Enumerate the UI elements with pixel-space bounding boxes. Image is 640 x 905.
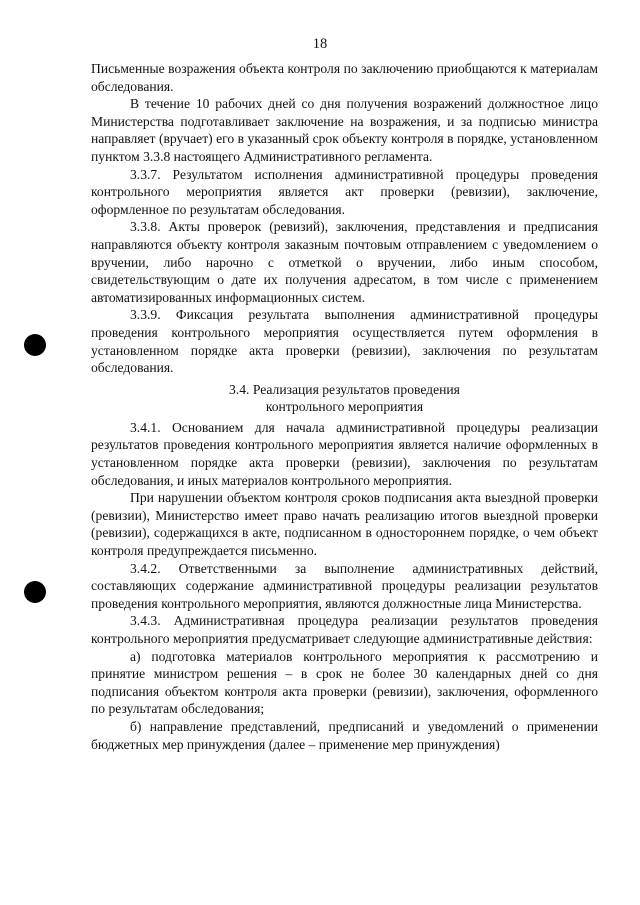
paragraph-3-4-3: 3.4.3. Административная процедура реализации результатов проведения контрольного мероприятия предусматривает следующие административные действия:	[91, 613, 598, 646]
section-heading-3-4	[91, 381, 598, 416]
page-number: 18	[312, 36, 328, 52]
paragraph-3-3-7: 3.3.7. Результатом исполнения административной процедуры проведения контрольного мероприятия является акт проверки (ревизии), заключение, оформленное по результатам обследования.	[91, 166, 598, 217]
section-heading-line-1: 3.4. Реализация результатов проведения	[229, 381, 460, 397]
paragraph-3-3-8: 3.3.8. Акты проверок (ревизий), заключения, представления и предписания направляются объекту контроля заказным почтовым отправлением с уведомлением о вручении, либо нарочно с отметкой о вручении, либо иным способом, свидетельствующим о дате их получения адресатом, в том числе с применением автоматизированных информационных систем.	[91, 219, 598, 305]
binder-hole-bottom	[24, 581, 46, 603]
binder-hole-top	[24, 334, 46, 356]
paragraph-signing-violation: При нарушении объектом контроля сроков подписания акта выездной проверки (ревизии), Министерство имеет право начать реализацию итогов выездной проверки (ревизии), содержащихся в акте, подписанном в одностороннем порядке, о чем объект контроля предупреждается письменно.	[91, 490, 598, 559]
list-item-b: б) направление представлений, предписаний и уведомлений о применении бюджетных мер принуждения (далее – применение мер принуждения)	[91, 718, 598, 752]
list-item-a: а) подготовка материалов контрольного мероприятия к рассмотрению и принятие министром решения – в срок не более 30 календарных дней со дня подписания объектом контроля акта проверки (ревизии), заключения, оформленного по результатам обследования;	[91, 648, 598, 717]
paragraph-3-4-2: 3.4.2. Ответственными за выполнение административных действий, составляющих содержание административной процедуры реализации результатов проведения контрольного мероприятия, являются должностные лица Министерства.	[91, 560, 598, 611]
section-heading-line-2: контрольного мероприятия	[265, 399, 424, 415]
paragraph-3-3-9: 3.3.9. Фиксация результата выполнения административной процедуры проведения контрольного мероприятия осуществляется путем оформления в установленном порядке акта проверки (ревизии), заключения по результатам обследования.	[91, 307, 598, 376]
document-body	[91, 60, 598, 753]
paragraph-objections-attached: Письменные возражения объекта контроля по заключению приобщаются к материалам обследования.	[91, 61, 598, 94]
paragraph-3-4-1: 3.4.1. Основанием для начала административной процедуры реализации результатов проведения контрольного мероприятия является наличие оформленных в установленном порядке акта проверки (ревизии), заключения по результатам обследования, и иных материалов контрольного мероприятия.	[91, 419, 598, 488]
paragraph-objections-review: В течение 10 рабочих дней со дня получения возражений должностное лицо Министерства подготавливает заключение на возражения, и за подписью министра направляет (вручает) его в указанный срок объекту контроля в порядке, установленном пунктом 3.3.8 настоящего Административного регламента.	[91, 96, 598, 164]
